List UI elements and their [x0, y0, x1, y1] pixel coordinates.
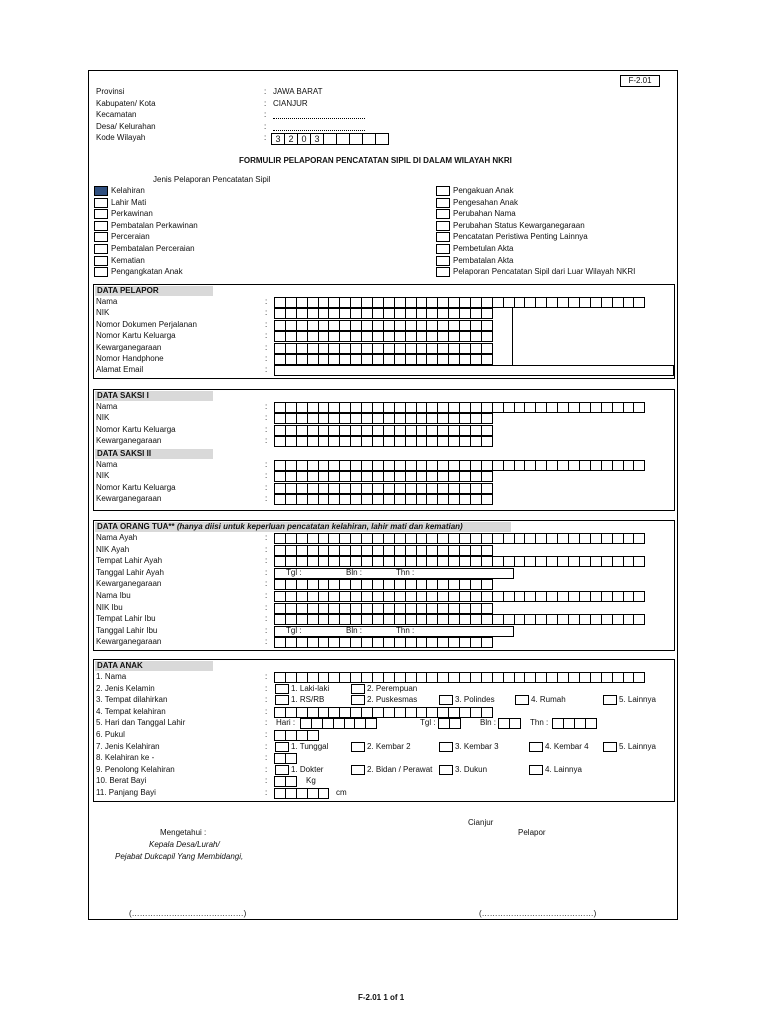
colon: :: [265, 342, 268, 352]
form-code: F-2.01: [628, 76, 652, 85]
input-cell[interactable]: [481, 603, 493, 614]
tempat-option: 2. Puskesmas: [367, 695, 418, 705]
jenis-option-label: Pengesahan Anak: [453, 197, 518, 207]
colon: :: [265, 354, 268, 363]
field-label: 4. Tempat kelahiran: [96, 706, 166, 716]
unit-cm: cm: [336, 788, 347, 797]
input-cell[interactable]: [481, 483, 493, 494]
hari-label: Hari :: [276, 718, 296, 728]
colon: :: [265, 331, 268, 341]
field-label: Nama: [96, 460, 118, 469]
jenis-option-label: Perceraian: [111, 232, 150, 242]
form-code-box: [620, 75, 660, 87]
input-grid[interactable]: [274, 707, 492, 718]
field-label: Tempat Lahir Ibu: [96, 614, 156, 624]
kode-wilayah-boxes: [271, 133, 388, 145]
checkbox[interactable]: [94, 256, 108, 266]
input-cell[interactable]: [481, 354, 493, 365]
input-grid[interactable]: [274, 591, 644, 602]
colon: :: [265, 706, 268, 716]
sign-place: Cianjur: [468, 818, 494, 827]
section-title: [95, 522, 511, 532]
input-cell[interactable]: [509, 718, 521, 729]
input-grid[interactable]: [274, 776, 296, 787]
input-grid[interactable]: [274, 556, 644, 567]
field-label: 1. Nama: [96, 672, 127, 681]
checkbox[interactable]: [94, 209, 108, 219]
checkbox[interactable]: [436, 198, 450, 208]
input-grid[interactable]: [274, 483, 492, 494]
field-label: Alamat Email: [96, 365, 144, 375]
jenis-option-label: Pembatalan Perceraian: [111, 244, 195, 253]
tempat-option: 5. Lainnya: [619, 695, 656, 705]
input-cell[interactable]: [633, 402, 645, 413]
header-value: JAWA BARAT: [273, 87, 323, 96]
kode-digit-box[interactable]: [375, 133, 389, 145]
field-label: 10. Berat Bayi: [96, 776, 147, 786]
input-cell[interactable]: [481, 436, 493, 447]
checkbox[interactable]: [94, 221, 108, 231]
checkbox[interactable]: [94, 267, 108, 277]
field-label: Nama Ayah: [96, 533, 138, 542]
field-label: Nama Ibu: [96, 591, 131, 600]
colon: :: [265, 602, 268, 612]
tgl-label: Tgl :: [286, 567, 302, 577]
header-value-line[interactable]: [273, 118, 365, 119]
header-label: Kode Wilayah: [96, 133, 146, 142]
checkbox[interactable]: [529, 742, 543, 752]
field-label: Nomor Kartu Keluarga: [96, 482, 176, 492]
kelamin-option: 1. Laki-laki: [291, 683, 330, 693]
colon: :: [265, 533, 268, 542]
checkbox[interactable]: [275, 765, 289, 775]
colon: :: [265, 753, 268, 763]
input-grid[interactable]: [274, 579, 492, 590]
ortu-title: DATA ORANG TUA**: [97, 522, 175, 531]
jenis-option-label: Kematian: [111, 255, 145, 265]
date-input[interactable]: [274, 568, 514, 579]
header-label: Desa/ Kelurahan: [96, 121, 156, 131]
jenis-option: 5. Lainnya: [619, 741, 656, 751]
header-label: Kecamatan: [96, 110, 137, 119]
sign-mengetahui: Mengetahui :: [160, 828, 207, 837]
colon: :: [265, 567, 268, 577]
checkbox[interactable]: [436, 256, 450, 266]
jenis-option-label: Kelahiran: [111, 186, 145, 195]
bln-label: Bln :: [346, 625, 363, 635]
input-cell[interactable]: [318, 788, 330, 799]
checkbox[interactable]: [529, 765, 543, 775]
input-cell[interactable]: [307, 730, 319, 741]
checkbox[interactable]: [436, 186, 450, 196]
jenis-option: 4. Kembar 4: [545, 741, 589, 751]
section-anak: [93, 659, 675, 802]
input-grid[interactable]: [274, 320, 492, 331]
field-label: Nomor Dokumen Perjalanan: [96, 319, 197, 329]
colon: :: [265, 482, 268, 492]
date-input[interactable]: [274, 626, 514, 637]
unit-kg: Kg: [306, 776, 316, 786]
email-input[interactable]: [274, 365, 674, 376]
section-title: DATA PELAPOR: [95, 286, 213, 296]
colon: :: [265, 788, 268, 797]
jenis-option-label: Pembatalan Akta: [453, 255, 514, 265]
page-footer: F-2.01 1 of 1: [358, 993, 405, 1002]
colon: :: [265, 436, 268, 446]
field-label: Kewarganegaraan: [96, 494, 162, 504]
checkbox[interactable]: [436, 232, 450, 242]
colon: :: [265, 556, 268, 566]
header-label: Provinsi: [96, 87, 125, 96]
colon: :: [265, 471, 268, 481]
section-ortu: [93, 520, 675, 651]
input-grid[interactable]: [274, 471, 492, 482]
kode-digit-box[interactable]: 3: [271, 133, 285, 145]
checkbox[interactable]: [351, 765, 365, 775]
input-grid[interactable]: [274, 402, 644, 413]
field-label: Tempat Lahir Ayah: [96, 556, 163, 566]
input-grid[interactable]: [274, 672, 644, 683]
colon: :: [265, 460, 268, 469]
form-title: FORMULIR PELAPORAN PENCATATAN SIPIL DI DALAM WILAYAH NKRI: [239, 156, 512, 165]
jenis-option-label: Lahir Mati: [111, 197, 147, 207]
kode-digit-box[interactable]: [323, 133, 337, 145]
colon: :: [265, 776, 268, 786]
checkbox[interactable]: [275, 742, 289, 752]
input-grid[interactable]: [274, 460, 644, 471]
field-label: 6. Pukul: [96, 730, 125, 739]
field-label: 7. Jenis Kelahiran: [96, 741, 160, 751]
input-cell[interactable]: [285, 776, 297, 787]
tempat-option: 1. RS/RB: [291, 695, 325, 705]
colon: :: [265, 591, 268, 600]
field-label: 3. Tempat dilahirkan: [96, 695, 168, 705]
field-label: 11. Panjang Bayi: [96, 788, 156, 797]
input-cell[interactable]: [365, 718, 377, 729]
penolong-option: 3. Dukun: [455, 764, 488, 774]
header-value-line[interactable]: [273, 130, 365, 131]
sign-pejabat: Pejabat Dukcapil Yang Membidangi,: [115, 852, 244, 861]
colon: :: [265, 319, 268, 329]
colon: :: [265, 695, 268, 705]
colon: :: [264, 121, 267, 131]
input-cell[interactable]: [449, 718, 461, 729]
checkbox[interactable]: [436, 221, 450, 231]
checkbox[interactable]: [515, 695, 529, 705]
input-cell[interactable]: [633, 297, 645, 308]
checkbox[interactable]: [603, 742, 617, 752]
colon: :: [265, 579, 268, 589]
colon: :: [265, 365, 268, 375]
field-label: 9. Penolong Kelahiran: [96, 764, 175, 774]
input-grid[interactable]: [274, 603, 492, 614]
input-grid[interactable]: [274, 297, 644, 308]
section-pelapor: [93, 284, 675, 379]
sign-line-right: (……………………………………): [479, 909, 597, 918]
section-title: DATA SAKSI I: [95, 391, 213, 401]
tgl-label: Tgl :: [286, 625, 302, 635]
colon: :: [265, 402, 268, 411]
colon: :: [264, 87, 267, 96]
input-grid[interactable]: [274, 614, 644, 625]
input-grid[interactable]: [274, 436, 492, 447]
colon: :: [265, 741, 268, 751]
input-cell[interactable]: [633, 614, 645, 625]
checkbox[interactable]: [439, 765, 453, 775]
colon: :: [264, 98, 267, 108]
input-cell[interactable]: [481, 425, 493, 436]
field-label: 8. Kelahiran ke -: [96, 753, 155, 763]
field-label: 5. Hari dan Tanggal Lahir: [96, 718, 186, 728]
field-label: Kewarganegaraan: [96, 579, 162, 589]
checkbox[interactable]: [603, 695, 617, 705]
checkbox[interactable]: [275, 695, 289, 705]
input-grid[interactable]: [274, 354, 492, 365]
jenis-option: 1. Tunggal: [291, 741, 329, 751]
checkbox[interactable]: [94, 198, 108, 208]
colon: :: [265, 297, 268, 306]
field-label: Nomor Handphone: [96, 354, 164, 363]
thn-label: Thn :: [396, 625, 415, 635]
checkbox[interactable]: [439, 742, 453, 752]
input-grid[interactable]: [274, 637, 492, 648]
empty-area: [512, 308, 674, 365]
field-label: NIK Ibu: [96, 602, 123, 612]
input-grid[interactable]: [274, 331, 492, 342]
input-grid[interactable]: [274, 753, 296, 764]
colon: :: [265, 637, 268, 647]
field-label: Nomor Kartu Keluarga: [96, 331, 176, 341]
thn-label: Thn :: [530, 718, 549, 728]
input-cell[interactable]: [481, 471, 493, 482]
kode-digit-box[interactable]: 0: [297, 133, 311, 145]
checkbox[interactable]: [436, 267, 450, 277]
sign-kepala: Kepala Desa/Lurah/: [149, 840, 220, 849]
input-grid[interactable]: [274, 545, 492, 556]
input-grid[interactable]: [498, 718, 520, 729]
input-cell[interactable]: [633, 556, 645, 567]
section-saksi: [93, 389, 675, 511]
input-cell[interactable]: [633, 672, 645, 683]
checkbox[interactable]: [94, 186, 108, 196]
colon: :: [265, 625, 268, 635]
colon: :: [265, 718, 268, 728]
form-page: [88, 70, 678, 920]
jenis-option: 3. Kembar 3: [455, 741, 499, 751]
input-grid[interactable]: [274, 308, 492, 319]
jenis-option-label: Pembetulan Akta: [453, 244, 514, 253]
checkbox[interactable]: [94, 244, 108, 254]
jenis-option-label: Pencatatan Peristiwa Penting Lainnya: [453, 232, 588, 242]
section-title: DATA SAKSI II: [95, 449, 213, 459]
colon: :: [265, 544, 268, 554]
penolong-option: 1. Dokter: [291, 764, 324, 774]
checkbox[interactable]: [351, 684, 365, 694]
field-label: 2. Jenis Kelamin: [96, 683, 155, 693]
checkbox[interactable]: [351, 742, 365, 752]
header-label: Kabupaten/ Kota: [96, 98, 156, 108]
input-cell[interactable]: [481, 413, 493, 424]
field-label: NIK Ayah: [96, 544, 130, 554]
checkbox[interactable]: [436, 244, 450, 254]
field-label: Kewarganegaraan: [96, 436, 162, 446]
input-grid[interactable]: [274, 343, 492, 354]
checkbox[interactable]: [439, 695, 453, 705]
section-title: DATA ANAK: [95, 661, 213, 671]
colon: :: [265, 683, 268, 693]
jenis-option: 2. Kembar 2: [367, 741, 411, 751]
bln-label: Bln :: [480, 718, 497, 728]
tgl-label: Tgl :: [420, 718, 436, 728]
colon: :: [265, 308, 268, 318]
checkbox[interactable]: [436, 209, 450, 219]
field-label: Nomor Kartu Keluarga: [96, 424, 176, 434]
colon: :: [264, 133, 267, 142]
input-grid[interactable]: [274, 533, 644, 544]
ortu-note: (hanya diisi untuk keperluan pencatatan kelahiran, lahir mati dan kematian): [176, 522, 463, 531]
jenis-option-label: Pelaporan Pencatatan Sipil dari Luar Wilayah NKRI: [453, 267, 636, 277]
input-cell[interactable]: [481, 343, 493, 354]
input-cell[interactable]: [633, 460, 645, 471]
input-grid[interactable]: [300, 718, 376, 729]
kode-digit-box[interactable]: [362, 133, 376, 145]
field-label: Tanggal Lahir Ayah: [96, 567, 164, 577]
jenis-heading: Jenis Pelaporan Pencatatan Sipil: [153, 175, 271, 184]
tempat-option: 3. Polindes: [455, 695, 495, 705]
colon: :: [265, 424, 268, 434]
input-cell[interactable]: [481, 707, 493, 718]
field-label: NIK: [96, 413, 110, 423]
kode-digit-box[interactable]: [349, 133, 363, 145]
checkbox[interactable]: [351, 695, 365, 705]
tempat-option: 4. Rumah: [531, 695, 566, 705]
input-cell[interactable]: [481, 579, 493, 590]
jenis-option-label: Perubahan Nama: [453, 209, 516, 219]
field-label: Nama: [96, 402, 118, 411]
kelamin-option: 2. Perempuan: [367, 683, 418, 693]
colon: :: [265, 730, 268, 739]
jenis-option-label: Pengangkatan Anak: [111, 267, 183, 277]
field-label: Tanggal Lahir Ibu: [96, 625, 158, 635]
input-cell[interactable]: [585, 718, 597, 729]
colon: :: [265, 614, 268, 624]
penolong-option: 4. Lainnya: [545, 764, 582, 774]
input-grid[interactable]: [274, 730, 318, 741]
input-cell[interactable]: [481, 494, 493, 505]
input-grid[interactable]: [274, 788, 328, 799]
colon: :: [265, 672, 268, 681]
thn-label: Thn :: [396, 567, 415, 577]
input-cell[interactable]: [633, 591, 645, 602]
jenis-option-label: Pengakuan Anak: [453, 186, 514, 195]
checkbox[interactable]: [94, 232, 108, 242]
field-label: NIK: [96, 308, 110, 318]
field-label: NIK: [96, 471, 110, 481]
colon: :: [264, 110, 267, 119]
penolong-option: 2. Bidan / Perawat: [367, 764, 433, 774]
kode-digit-box[interactable]: [336, 133, 350, 145]
field-label: Kewarganegaraan: [96, 637, 162, 647]
kode-digit-box[interactable]: 2: [284, 133, 298, 145]
jenis-option-label: Perkawinan: [111, 209, 153, 219]
input-grid[interactable]: [274, 494, 492, 505]
input-grid[interactable]: [552, 718, 596, 729]
input-cell[interactable]: [633, 533, 645, 544]
input-grid[interactable]: [274, 413, 492, 424]
input-cell[interactable]: [285, 753, 297, 764]
jenis-option-label: Perubahan Status Kewarganegaraan: [453, 220, 585, 230]
colon: :: [265, 764, 268, 774]
colon: :: [265, 413, 268, 423]
jenis-option-label: Pembatalan Perkawinan: [111, 220, 198, 230]
input-cell[interactable]: [481, 320, 493, 331]
checkbox[interactable]: [275, 684, 289, 694]
input-cell[interactable]: [481, 308, 493, 319]
sign-line-left: (……………………………………): [129, 909, 247, 918]
sign-pelapor: Pelapor: [518, 828, 546, 837]
field-label: Nama: [96, 297, 118, 306]
input-cell[interactable]: [481, 331, 493, 342]
kode-digit-box[interactable]: 3: [310, 133, 324, 145]
input-cell[interactable]: [481, 545, 493, 556]
input-grid[interactable]: [438, 718, 460, 729]
bln-label: Bln :: [346, 567, 363, 577]
input-grid[interactable]: [274, 425, 492, 436]
input-cell[interactable]: [481, 637, 493, 648]
header-value: CIANJUR: [273, 98, 308, 108]
field-label: Kewarganegaraan: [96, 342, 162, 352]
colon: :: [265, 494, 268, 504]
